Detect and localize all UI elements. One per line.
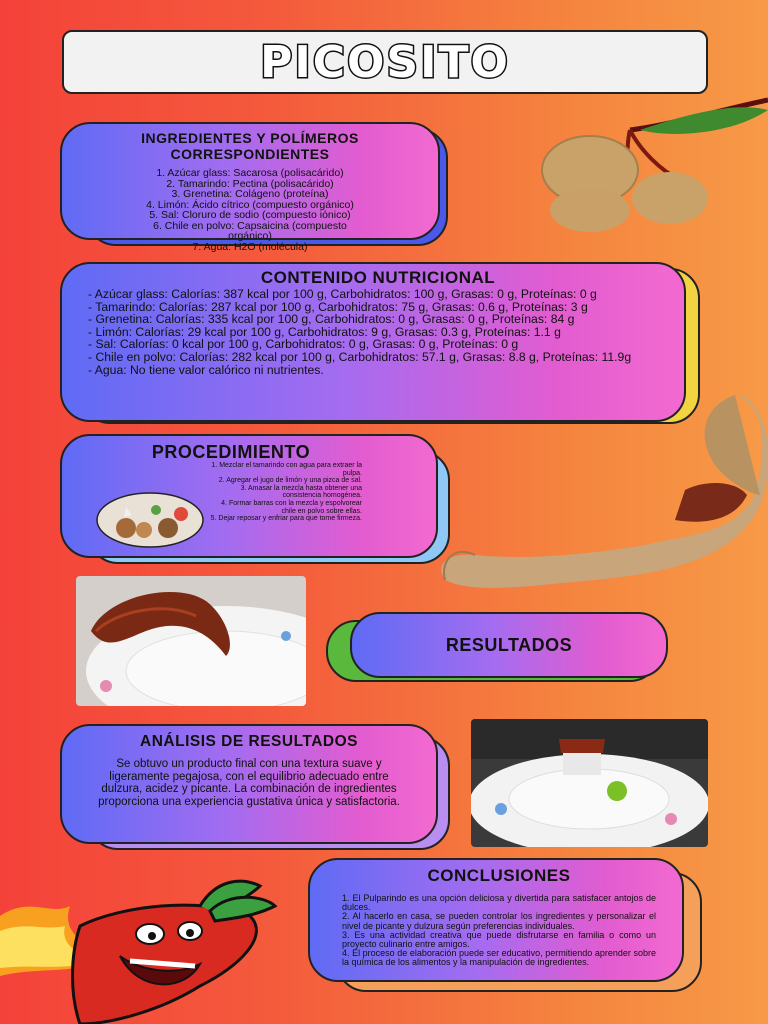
list-item: 1. El Pulparindo es una opción deliciosa y divertida para satisfacer antojos de dulces. [342,893,656,913]
list-item: 4. El proceso de elaboración puede ser educativo, permitiendo aprender sobre la química de los alimentos y la manipulación de ingredientes. [342,948,656,968]
ingredients-list [80,168,420,252]
result-photo-1 [76,576,306,706]
results-card [350,612,668,678]
nutrition-heading: CONTENIDO NUTRICIONAL [260,268,496,287]
procedure-heading: PROCEDIMIENTO [151,442,311,462]
list-item: 4. Limón: Ácido cítrico (compuesto orgánico) [146,198,354,211]
conclusions-list [342,894,656,968]
tamarind-pod-image [435,385,768,600]
list-item: 3. Amasar la mezcla hasta obtener una consistencia homogénea. [240,484,362,500]
analysis-card [60,724,438,844]
conclusions-heading: CONCLUSIONES [427,866,571,885]
nutrition-list [88,288,668,376]
list-item: 4. Formar barras con la mezcla y espolvorear chile en polvo sobre ellas. [221,499,362,515]
list-item: - Azúcar glass: Calorías: 387 kcal por 100 g, Carbohidratos: 100 g, Grasas: 0 g, Proteínas: 0 g [88,287,597,301]
list-item: 2. Al hacerlo en casa, se pueden controlar los ingredientes y personalizar el nivel de picante y dulzura según preferencias individuales. [342,911,656,931]
ingredients-photo [96,492,204,548]
list-item: - Sal: Calorías: 0 kcal por 100 g, Carbohidratos: 0 g, Grasas: 0 g, Proteínas: 0 g [88,337,519,352]
list-item: 1. Mezclar el tamarindo con agua para extraer la pulpa. [211,462,362,477]
analysis-heading: ANÁLISIS DE RESULTADOS [140,733,358,750]
list-item: - Limón: Calorías: 29 kcal por 100 g, Carbohidratos: 9 g, Grasas: 0.3 g, Proteínas: 1.1 g [88,324,561,339]
list-item: - Chile en polvo: Calorías: 282 kcal por 100 g, Carbohidratos: 57.1 g, Grasas: 8.8 g, Proteínas: 11.9g [88,349,632,364]
list-item: 5. Sal: Cloruro de sodio (compuesto iónico) [149,209,351,221]
analysis-text: Se obtuvo un producto final con una textura suave y ligeramente pegajosa, con el equilibrio adecuado entre dulzura, acidez y picante. La combinación de ingredientes proporciona una experiencia gustativa única y satisfactoria. [98,758,400,808]
procedure-steps [210,462,362,523]
list-item: - Grenetina: Calorías: 335 kcal por 100 g, Carbohidratos: 0 g, Grasas: 0 g, Proteínas: 84 g [88,312,575,327]
list-item: 3. Grenetina: Colágeno (proteína) [171,188,329,200]
conclusions-card [308,858,684,982]
list-item: 6. Chile en polvo: Capsaicina (compuesto orgánico) [153,219,347,242]
list-item: 2. Tamarindo: Pectina (polisacárido) [166,177,334,190]
list-item: 7. Agua: H2O (molécula) [192,240,308,253]
poster-title: PICOSITO [260,36,510,88]
tamarind-branch-image [530,70,768,245]
ingredients-heading: INGREDIENTES Y POLÍMEROS CORRESPONDIENTES [141,130,359,162]
chili-mascot-image [0,876,300,1024]
list-item: - Agua: No tiene valor calórico ni nutrientes. [88,362,324,377]
result-photo-2 [471,719,708,847]
ingredients-card [60,122,440,253]
list-item: 5. Dejar reposar y enfriar para que tome firmeza. [210,515,362,523]
results-heading: RESULTADOS [445,634,573,655]
list-item: - Tamarindo: Calorías: 287 kcal por 100 g, Carbohidratos: 75 g, Grasas: 0.6 g, Proteínas: 3 g [88,299,588,314]
list-item: 3. Es una actividad creativa que puede disfrutarse en familia o como un proyecto culinario entre amigos. [342,929,656,950]
list-item: 1. Azúcar glass: Sacarosa (polisacárido) [156,167,344,179]
list-item: 2. Agregar el jugo de limón y una pizca de sal. [218,477,362,485]
